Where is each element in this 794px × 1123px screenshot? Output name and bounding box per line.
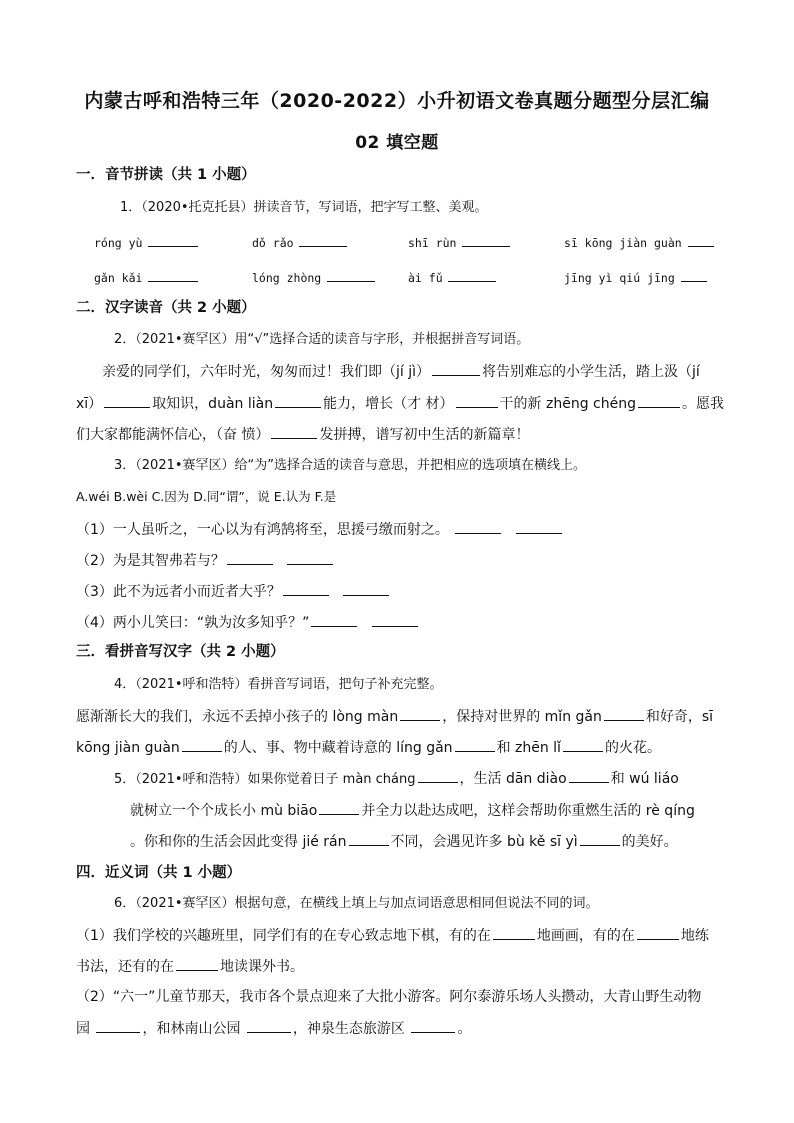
question-5-line-3: 。你和你的生活会因此变得 jié rán 不同，会遇见许多 bù kě sī yì 的美好。 bbox=[130, 831, 678, 852]
answer-blank[interactable] bbox=[227, 550, 273, 565]
answer-blank[interactable] bbox=[271, 424, 317, 439]
pinyin-item: ài fǔ bbox=[408, 271, 443, 285]
answer-blank[interactable] bbox=[563, 737, 603, 752]
question-6-line-4: 园 ，和林南山公园 ，神泉生态旅游区 。 bbox=[76, 1018, 471, 1039]
answer-blank[interactable] bbox=[637, 925, 679, 940]
answer-blank[interactable] bbox=[176, 956, 218, 971]
question-3-item-1: （1）一人虽听之，一心以为有鸿鹄将至，思援弓缴而射之。 bbox=[76, 519, 564, 540]
answer-blank[interactable] bbox=[681, 267, 707, 282]
question-3-item-3: （3）此不为远者小而近者大乎？ bbox=[76, 581, 391, 602]
question-6-line-2: 书法，还有的在 地读课外书。 bbox=[76, 956, 304, 977]
question-3-item-2: （2）为是其智弗若与？ bbox=[76, 550, 335, 571]
answer-blank[interactable] bbox=[275, 393, 321, 408]
question-4-line-2: kōng jiàn guàn 的人、事、物中藏着诗意的 líng gǎn 和 zhēn lǐ 的火花。 bbox=[76, 737, 661, 758]
answer-blank[interactable] bbox=[148, 267, 198, 282]
question-3: 3．（2021•赛罕区）给“为”选择合适的读音与意思，并把相应的选项填在横线上。 bbox=[114, 458, 586, 473]
pinyin-row-2 bbox=[94, 267, 734, 287]
pinyin-item: lóng zhòng bbox=[252, 271, 322, 285]
answer-blank[interactable] bbox=[432, 361, 480, 376]
answer-blank[interactable] bbox=[638, 393, 680, 408]
answer-blank[interactable] bbox=[96, 1018, 140, 1033]
answer-blank[interactable] bbox=[283, 581, 329, 596]
question-1: 1．（2020•托克托县）拼读音节，写词语，把字写工整、美观。 bbox=[120, 200, 488, 215]
question-5-line-1: 5．（2021•呼和浩特）如果你觉着日子 màn cháng ，生活 dān diào 和 wú liáo bbox=[114, 768, 679, 790]
pinyin-item: shī rùn bbox=[408, 236, 457, 250]
answer-blank[interactable] bbox=[455, 519, 501, 534]
section-heading-3: 三．看拼音写汉字（共 2 小题） bbox=[76, 644, 285, 660]
answer-blank[interactable] bbox=[299, 232, 347, 247]
answer-blank[interactable] bbox=[311, 612, 357, 627]
answer-blank[interactable] bbox=[287, 550, 333, 565]
pinyin-item: róng yù bbox=[94, 236, 143, 250]
pinyin-item: gǎn kǎi bbox=[94, 271, 143, 285]
answer-blank[interactable] bbox=[349, 831, 389, 846]
pinyin-row-1 bbox=[94, 232, 734, 252]
document-title: 内蒙古呼和浩特三年（2020-2022）小升初语文卷真题分题型分层汇编 bbox=[84, 90, 710, 112]
section-heading-1: 一．音节拼读（共 1 小题） bbox=[76, 167, 256, 183]
answer-blank[interactable] bbox=[462, 232, 510, 247]
answer-blank[interactable] bbox=[456, 393, 498, 408]
answer-blank[interactable] bbox=[343, 581, 389, 596]
question-2: 2．（2021•赛罕区）用“√”选择合适的读音与字形，并根据拼音写词语。 bbox=[114, 332, 530, 347]
answer-blank[interactable] bbox=[104, 393, 150, 408]
document-subtitle: 02 填空题 bbox=[355, 133, 439, 153]
pinyin-item: dǒ rǎo bbox=[252, 236, 294, 250]
answer-blank[interactable] bbox=[411, 1018, 455, 1033]
question-6-line-1: （1）我们学校的兴趣班里，同学们有的在专心致志地下棋，有的在 地画画，有的在 地练 bbox=[76, 925, 709, 946]
pinyin-item: sī kōng jiàn guàn bbox=[564, 236, 682, 250]
section-heading-4: 四．近义词（共 1 小题） bbox=[76, 865, 242, 881]
question-3-options: A.wéi B.wèi C.因为 D.同“谓”，说 E.认为 F.是 bbox=[76, 489, 337, 504]
question-6: 6．（2021•赛罕区）根据句意，在横线上填上与加点词语意思相同但说法不同的词。 bbox=[114, 896, 599, 911]
answer-blank[interactable] bbox=[604, 706, 644, 721]
passage-line-2: xī） 取知识，duàn liàn 能力，增长（才 材） 干的新 zhēng chéng 。愿我 bbox=[76, 393, 724, 414]
question-4: 4．（2021•呼和浩特）看拼音写词语，把句子补充完整。 bbox=[114, 677, 443, 692]
answer-blank[interactable] bbox=[319, 800, 359, 815]
question-5-line-2: 就树立一个个成长小 mù biāo 并全力以赴达成吧，这样会帮助你重燃生活的 rè qíng bbox=[130, 800, 695, 821]
answer-blank[interactable] bbox=[327, 267, 375, 282]
passage-line-3: 们大家都能满怀信心，（奋 愤） 发拼搏，谱写初中生活的新篇章！ bbox=[76, 424, 529, 445]
answer-blank[interactable] bbox=[400, 706, 440, 721]
question-4-line-1: 愿渐渐长大的我们，永远不丢掉小孩子的 lòng màn ，保持对世界的 mǐn gǎn 和好奇，sī bbox=[76, 706, 713, 727]
answer-blank[interactable] bbox=[569, 768, 609, 783]
answer-blank[interactable] bbox=[455, 737, 495, 752]
answer-blank[interactable] bbox=[148, 232, 198, 247]
answer-blank[interactable] bbox=[418, 768, 458, 783]
answer-blank[interactable] bbox=[448, 267, 496, 282]
pinyin-item: jīng yì qiú jīng bbox=[564, 271, 675, 285]
answer-blank[interactable] bbox=[372, 612, 418, 627]
answer-blank[interactable] bbox=[516, 519, 562, 534]
answer-blank[interactable] bbox=[182, 737, 222, 752]
question-6-line-3: （2）“六一”儿童节那天，我市各个景点迎来了大批小游客。阿尔泰游乐场人头攒动，大青山野生动物 bbox=[76, 989, 702, 1005]
answer-blank[interactable] bbox=[493, 925, 535, 940]
answer-blank[interactable] bbox=[247, 1018, 291, 1033]
section-heading-2: 二．汉字读音（共 2 小题） bbox=[76, 300, 256, 316]
answer-blank[interactable] bbox=[580, 831, 620, 846]
passage-line-1: 亲爱的同学们，六年时光，匆匆而过！我们即（jí jì） 将告别难忘的小学生活，踏上汲（jí bbox=[102, 361, 700, 382]
question-3-item-4: （4）两小儿笑曰：“孰为汝多知乎？” bbox=[76, 612, 420, 633]
answer-blank[interactable] bbox=[688, 232, 714, 247]
